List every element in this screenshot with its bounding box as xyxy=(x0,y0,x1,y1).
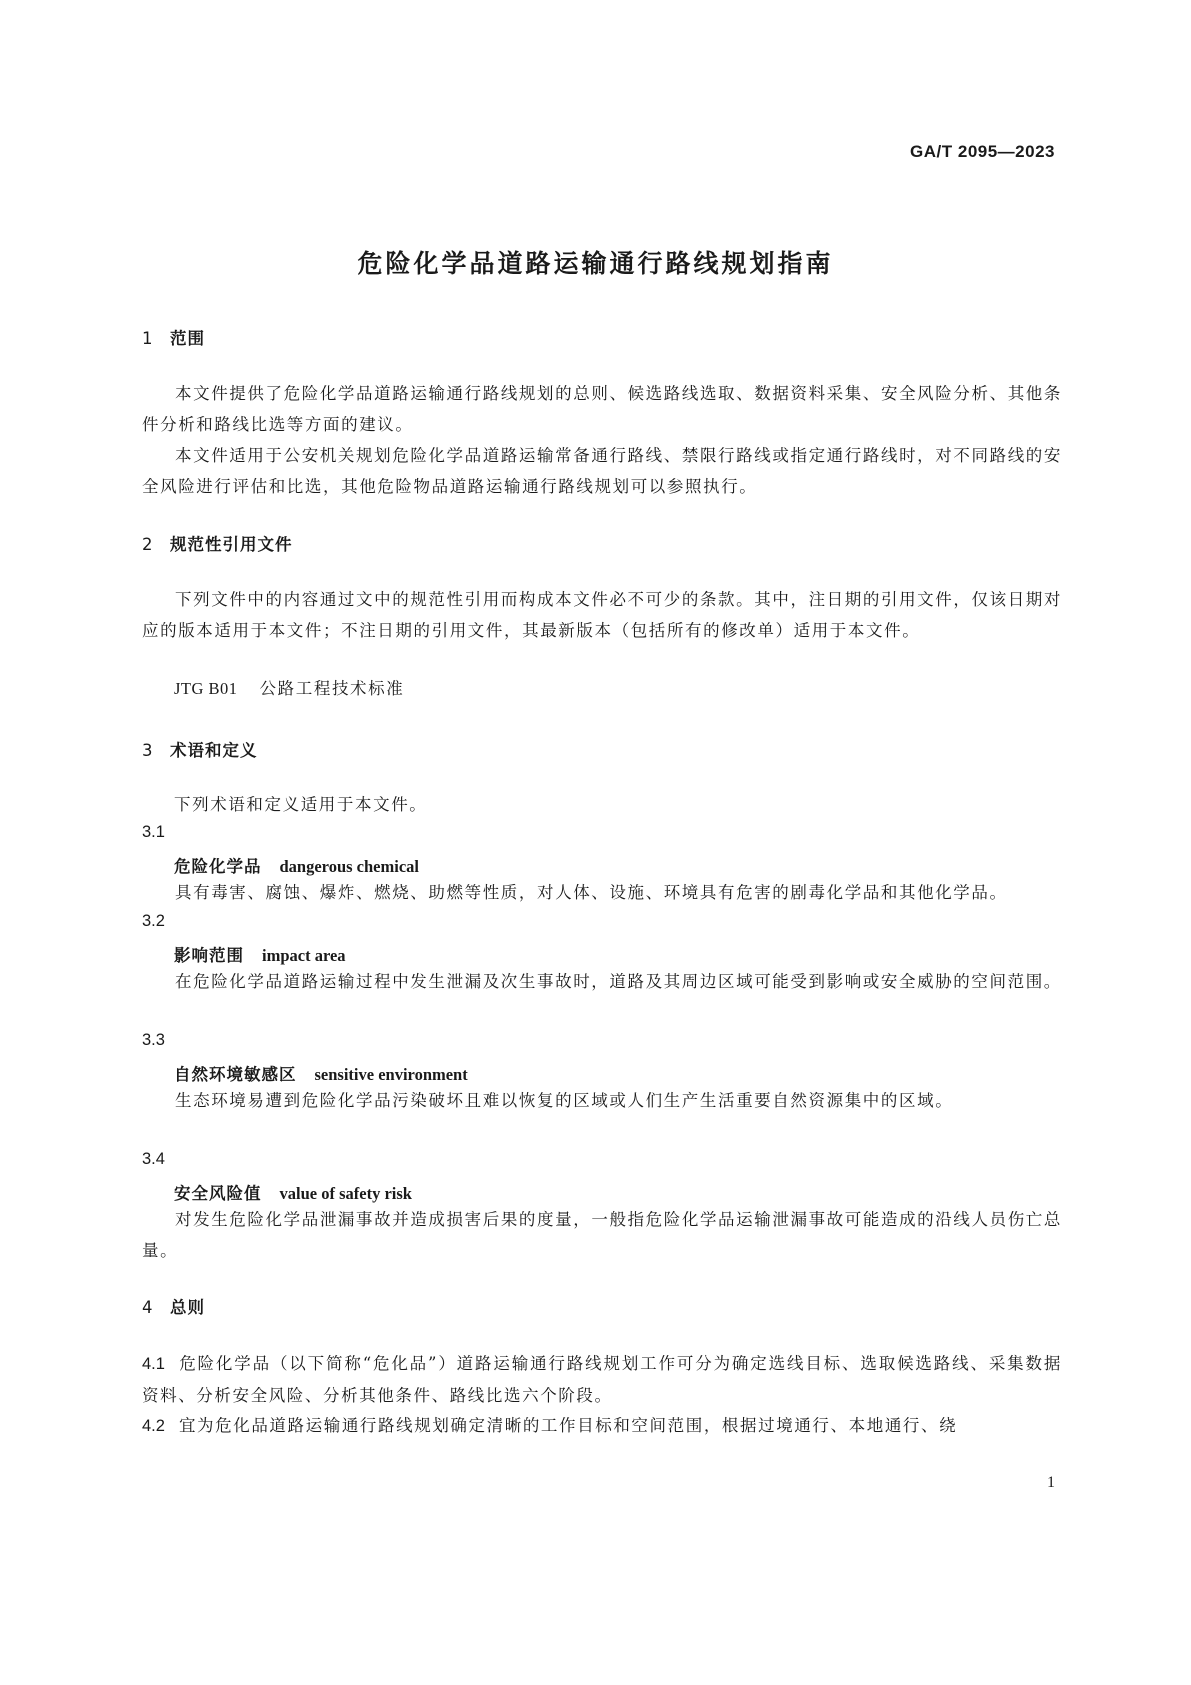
term-number: 3.3 xyxy=(142,1031,165,1049)
term-chinese: 危险化学品 xyxy=(174,857,262,876)
term-heading xyxy=(174,942,346,966)
normative-reference xyxy=(174,675,404,699)
term-english: value of safety risk xyxy=(279,1184,412,1203)
section-title: 范围 xyxy=(170,329,205,348)
term-english: impact area xyxy=(262,946,346,965)
section-heading-4 xyxy=(142,1294,205,1318)
page-number: 1 xyxy=(1047,1474,1055,1491)
term-number: 3.1 xyxy=(142,823,165,841)
term-definition: 对发生危险化学品泄漏事故并造成损害后果的度量，一般指危险化学品运输泄漏事故可能造成的沿线人员伤亡总量。 xyxy=(142,1210,1062,1260)
reference-title: 公路工程技术标准 xyxy=(259,679,405,698)
term-heading xyxy=(174,1061,468,1085)
term-chinese: 影响范围 xyxy=(174,946,244,965)
document-title: 危险化学品道路运输通行路线规划指南 xyxy=(357,249,834,278)
term-heading xyxy=(174,1180,412,1204)
section-title: 规范性引用文件 xyxy=(170,535,293,554)
clause-text: 宜为危化品道路运输通行路线规划确定清晰的工作目标和空间范围，根据过境通行、本地通行、绕 xyxy=(178,1416,958,1435)
section-1-paragraph-1: 本文件提供了危险化学品道路运输通行路线规划的总则、候选路线选取、数据资料采集、安全风险分析、其他条件分析和路线比选等方面的建议。 xyxy=(142,384,1062,434)
section-1-paragraph-2: 本文件适用于公安机关规划危险化学品道路运输常备通行路线、禁限行路线或指定通行路线时，对不同路线的安全风险进行评估和比选，其他危险物品道路运输通行路线规划可以参照执行。 xyxy=(142,446,1062,496)
term-definition: 具有毒害、腐蚀、爆炸、燃烧、助燃等性质，对人体、设施、环境具有危害的剧毒化学品和其他化学品。 xyxy=(175,883,1008,902)
section-title: 术语和定义 xyxy=(170,741,258,760)
section-heading-2 xyxy=(142,531,293,555)
section-title: 总则 xyxy=(170,1298,205,1317)
term-english: dangerous chemical xyxy=(279,857,419,876)
section-number: 4 xyxy=(142,1298,154,1317)
term-chinese: 自然环境敏感区 xyxy=(174,1065,297,1084)
section-number: 3 xyxy=(142,741,154,760)
term-english: sensitive environment xyxy=(314,1065,468,1084)
term-definition: 在危险化学品道路运输过程中发生泄漏及次生事故时，道路及其周边区域可能受到影响或安全威胁的空间范围。 xyxy=(175,972,1062,991)
reference-code: JTG B01 xyxy=(174,679,238,698)
clause-number: 4.2 xyxy=(142,1417,165,1435)
term-definition: 生态环境易遭到危险化学品污染破坏且难以恢复的区域或人们生产生活重要自然资源集中的区域。 xyxy=(175,1091,954,1110)
standard-code: GA/T 2095—2023 xyxy=(910,142,1055,161)
term-number: 3.2 xyxy=(142,912,165,930)
term-chinese: 安全风险值 xyxy=(174,1184,262,1203)
section-2-paragraph-1: 下列文件中的内容通过文中的规范性引用而构成本文件必不可少的条款。其中，注日期的引用文件，仅该日期对应的版本适用于本文件；不注日期的引用文件，其最新版本（包括所有的修改单）适用于本文件。 xyxy=(142,590,1062,640)
section-3-intro: 下列术语和定义适用于本文件。 xyxy=(174,795,428,814)
section-heading-3 xyxy=(142,737,258,761)
section-number: 2 xyxy=(142,535,154,554)
term-number: 3.4 xyxy=(142,1150,165,1168)
clause-4-2 xyxy=(142,1410,1062,1442)
clause-4-1 xyxy=(142,1348,1062,1411)
section-number: 1 xyxy=(142,329,154,348)
section-heading-1 xyxy=(142,325,205,349)
clause-text: 危险化学品（以下简称“危化品”）道路运输通行路线规划工作可分为确定选线目标、选取候选路线、采集数据资料、分析安全风险、分析其他条件、路线比选六个阶段。 xyxy=(142,1354,1062,1405)
term-heading xyxy=(174,853,419,877)
clause-number: 4.1 xyxy=(142,1355,165,1373)
